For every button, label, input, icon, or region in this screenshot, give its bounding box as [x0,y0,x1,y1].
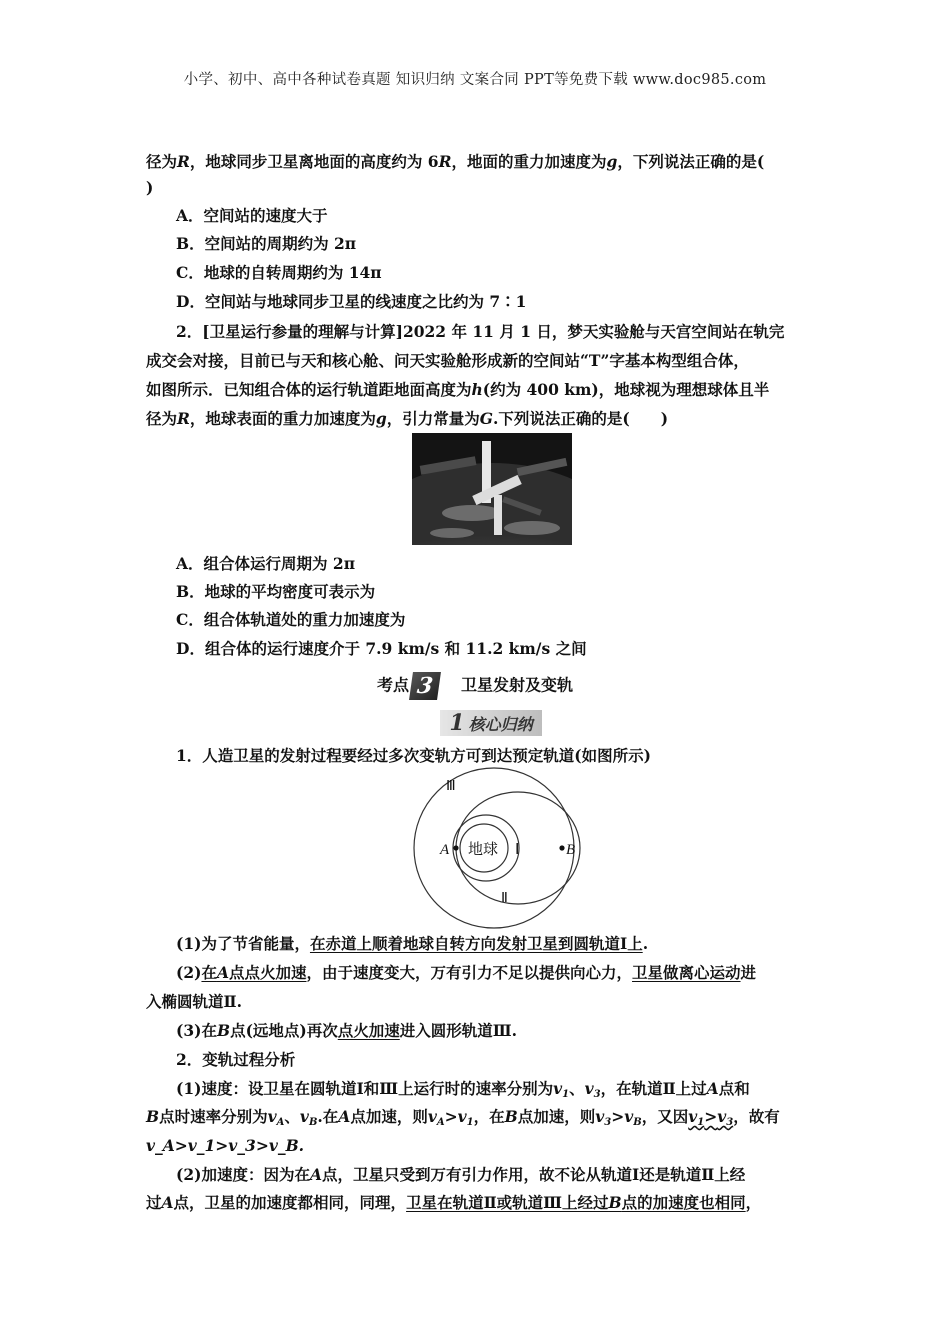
point-a [453,845,458,850]
space-station-photo [412,433,572,545]
point-b [559,845,564,850]
label-ii: Ⅱ [501,891,508,906]
velocity-line3: v_A>v_1>v_3>v_B. [146,1136,305,1155]
s3-line: (3)在B点(远地点)再次点火加速进入圆形轨道Ⅲ. [176,1021,518,1040]
q1-option-c: C．地球的自转周期约为 14π [176,263,382,282]
orbit-diagram [404,766,584,930]
paragraph-2: 2．变轨过程分析 [176,1050,296,1069]
q2-option-c: C．组合体轨道处的重力加速度为 [176,610,406,629]
s2-line2: 入椭圆轨道Ⅱ. [146,992,242,1011]
q2-text-line4: 径为R，地球表面的重力加速度为g，引力常量为G.下列说法正确的是( ) [146,409,669,428]
s2-line1: (2)在A点点火加速，由于速度变大，万有引力不足以提供向心力，卫星做离心运动进 [176,963,757,982]
subsection-banner: 1 核心归纳 [440,710,542,736]
q2-option-d: D．组合体的运行速度介于 7.9 km/s 和 11.2 km/s 之间 [176,639,587,658]
section-number-badge: 3 [409,672,441,700]
q2-option-b: B．地球的平均密度可表示为 [176,582,376,601]
label-i: Ⅰ [515,842,520,858]
label-b: B [566,842,576,858]
paragraph-1: 1．人造卫星的发射过程要经过多次变轨方可到达预定轨道(如图所示) [176,746,651,765]
q1-option-d: D．空间站与地球同步卫星的线速度之比约为 7∶1 [176,292,527,311]
q2-text-line2: 成交会对接，目前已与天和核心舱、问天实验舱形成新的空间站“T”字基本构型组合体， [146,351,749,370]
acceleration-line2: 过A点，卫星的加速度都相同，同理，卫星在轨道Ⅱ或轨道Ⅲ上经过B点的加速度也相同， [146,1193,762,1212]
q2-option-a: A．组合体运行周期为 2π [176,554,356,573]
label-iii: Ⅲ [446,779,456,794]
q2-text-line1: 2．[卫星运行参量的理解与计算]2022 年 11 月 1 日，梦天实验舱与天宫空间站在轨完 [176,322,785,341]
page-header: 小学、初中、高中各种试卷真题 知识归纳 文案合同 PPT等免费下载 www.doc985.com [183,72,767,88]
q2-text-line3: 如图所示．已知组合体的运行轨道距地面高度为h(约为 400 km)，地球视为理想球体且半 [146,380,770,399]
velocity-line1: (1)速度：设卫星在圆轨道Ⅰ和Ⅲ上运行时的速率分别为$v_1$、$v_3$，在轨道Ⅱ上过A点和 [176,1079,750,1100]
q1-option-b: B．空间站的周期约为 2π [176,234,357,253]
acceleration-line1: (2)加速度：因为在A点，卫星只受到万有引力作用，故不论从轨道Ⅰ还是轨道Ⅱ上经 [176,1165,746,1184]
velocity-line2: B点时速率分别为$v_A$、$v_B$.在A点加速，则$v_A>v_1$，在B点加速，则$v_3>v_B$，又因$v_1>v_3$，故有 [146,1107,780,1128]
q1-text-line1: 径为R，地球同步卫星离地面的高度约为 6R，地面的重力加速度为g，下列说法正确的是( [146,152,765,171]
s1-line: (1)为了节省能量，在赤道上顺着地球自转方向发射卫星到圆轨道Ⅰ上. [176,934,649,953]
q1-option-a: A．空间站的速度大于 [176,206,328,225]
label-earth: 地球 [468,840,499,858]
label-a: A [440,842,450,858]
q1-paren-close: ) [146,178,154,197]
section-title: 考点 3 卫星发射及变轨 [376,673,574,699]
